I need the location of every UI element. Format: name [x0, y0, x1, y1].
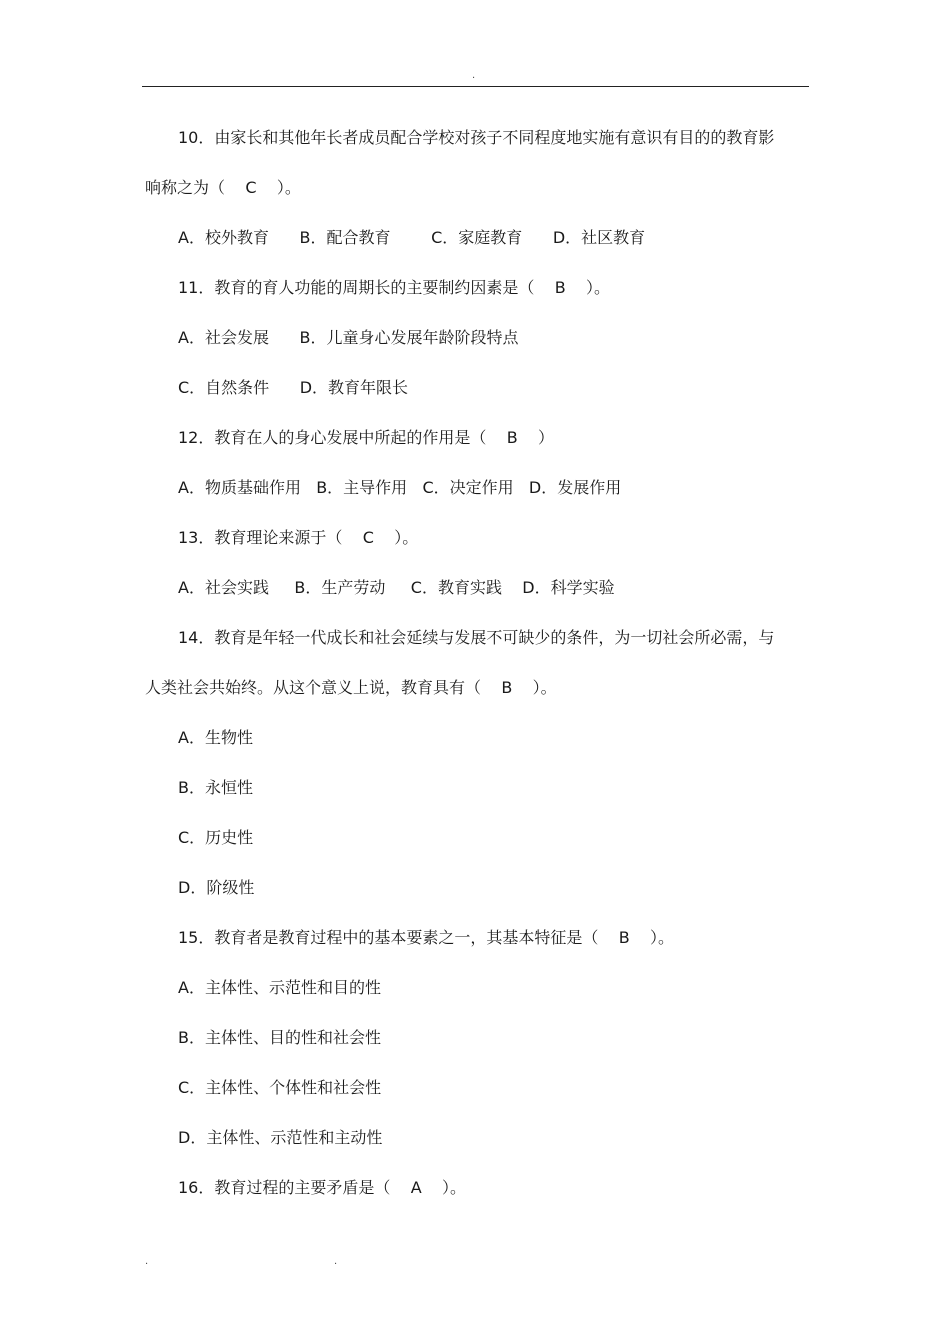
text-line: A．物质基础作用 B．主导作用 C．决定作用 D．发展作用: [178, 478, 622, 497]
text-line: A．主体性、示范性和目的性: [178, 978, 381, 997]
text-line: 10．由家长和其他年长者成员配合学校对孩子不同程度地实施有意识有目的的教育影: [178, 128, 775, 147]
text-line: B．永恒性: [178, 778, 253, 797]
text-line: D．主体性、示范性和主动性: [178, 1128, 383, 1147]
text-line: 响称之为（ C ）。: [145, 178, 301, 197]
text-line: A．社会实践 B．生产劳动 C．教育实践 D．科学实验: [178, 578, 615, 597]
text-line: 11．教育的育人功能的周期长的主要制约因素是（ B ）。: [178, 278, 611, 297]
text-line: A．社会发展 B．儿童身心发展年龄阶段特点: [178, 328, 519, 347]
text-line: A．校外教育 B．配合教育 C．家庭教育 D．社区教育: [178, 228, 646, 247]
text-line: C．历史性: [178, 828, 254, 847]
text-line: 14．教育是年轻一代成长和社会延续与发展不可缺少的条件，为一切社会所必需，与: [178, 628, 775, 647]
footer-mark-left: .: [145, 1256, 149, 1267]
text-line: B．主体性、目的性和社会性: [178, 1028, 381, 1047]
text-line: D．阶级性: [178, 878, 255, 897]
text-line: 12．教育在人的身心发展中所起的作用是（ B ）: [178, 428, 555, 447]
text-line: 15．教育者是教育过程中的基本要素之一，其基本特征是（ B ）。: [178, 928, 675, 947]
text-line: 13．教育理论来源于（ C ）。: [178, 528, 419, 547]
header-mark: .: [472, 70, 476, 81]
header-rule: [142, 86, 809, 87]
text-line: C．自然条件 D．教育年限长: [178, 378, 409, 397]
text-line: 人类社会共始终。从这个意义上说，教育具有（ B ）。: [145, 678, 557, 697]
footer-mark-right: .: [334, 1256, 338, 1267]
text-line: 16．教育过程的主要矛盾是（ A ）。: [178, 1178, 466, 1197]
text-line: A．生物性: [178, 728, 253, 747]
text-line: C．主体性、个体性和社会性: [178, 1078, 382, 1097]
